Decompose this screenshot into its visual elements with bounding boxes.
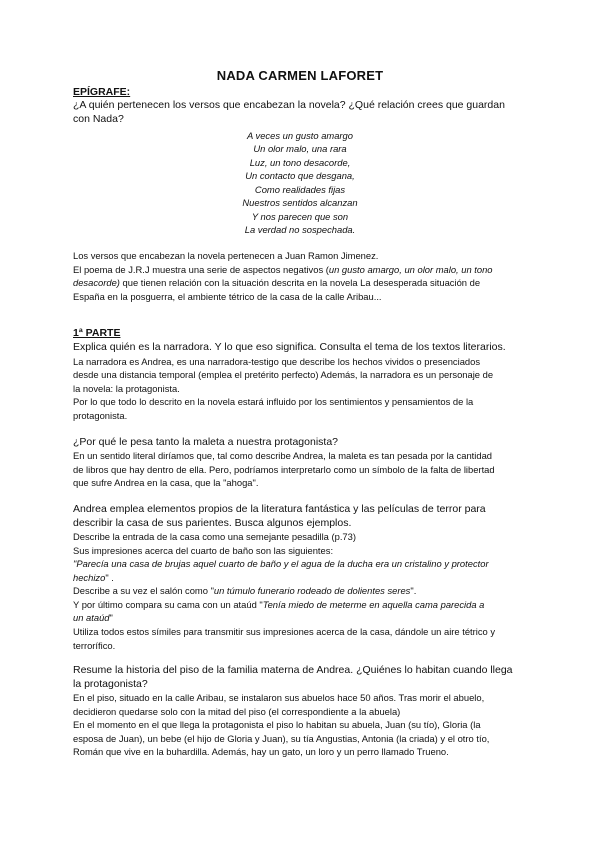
answer-4-line: Román que vive en la buhardilla. Además, hay un gato, un loro y un perro llamado Trueno.: [73, 746, 449, 757]
answer-2-line: de libros que hay dentro de ella. Pero, podríamos interpretarlo como un símbolo de la falta de libertad: [73, 464, 495, 475]
epigrafe-answer-line: desacorde) que tienen relación con la situación descrita en la novela La desesperada situación de: [73, 277, 481, 288]
answer-2-line: En un sentido literal diríamos que, tal como describe Andrea, la maleta es tan pesada por la cantidad: [73, 450, 492, 461]
poem-line: Un olor malo, una rara: [253, 143, 347, 154]
answer-4-line: En el momento en el que llega la protagonista el piso lo habitan su abuela, Juan (su tío), Gloria (la: [73, 719, 481, 730]
answer-3-line: terrorífico.: [73, 640, 116, 651]
poem-line: Luz, un tono desacorde,: [249, 157, 351, 168]
epigrafe-question-line-1: ¿A quién pertenecen los versos que encabezan la novela? ¿Qué relación crees que guardan: [73, 99, 505, 111]
answer-1-line: la novela: la protagonista.: [73, 383, 180, 394]
answer-3-line: Describe a su vez el salón como "un túmulo funerario rodeado de dolientes seres".: [73, 585, 417, 596]
answer-1-line: protagonista.: [73, 410, 128, 421]
poem-line: Como realidades fijas: [254, 184, 346, 195]
question-4-line: Resume la historia del piso de la familia materna de Andrea. ¿Quiénes lo habitan cuando llega: [73, 664, 513, 676]
answer-3-quote-line: hechizo" .: [73, 572, 114, 583]
document-title: NADA CARMEN LAFORET: [216, 68, 384, 83]
answer-1-line: La narradora es Andrea, es una narradora-testigo que describe los hechos vividos o presenciados: [73, 356, 481, 367]
poem-line: Nuestros sentidos alcanzan: [242, 197, 358, 208]
answer-3-line: Y por último compara su cama con un ataúd "Tenía miedo de meterme en aquella cama parecida a: [73, 599, 485, 610]
poem-line: La verdad no sospechada.: [244, 224, 356, 235]
answer-3-quote-line: "Parecía una casa de brujas aquel cuarto de baño y el agua de la ducha era un cristalino y protector: [73, 558, 489, 569]
answer-3-line: Sus impresiones acerca del cuarto de baño son las siguientes:: [73, 545, 334, 556]
epigrafe-question-line-2: con Nada?: [73, 113, 124, 125]
answer-2-line: que sufre Andrea en la casa, que la "ahoga".: [73, 477, 259, 488]
question-1: Explica quién es la narradora. Y lo que eso significa. Consulta el tema de los textos literarios.: [73, 341, 506, 353]
poem-line: Un contacto que desgana,: [245, 170, 355, 181]
answer-3-quote-line: un ataúd": [73, 612, 113, 623]
answer-4-line: decidieron quedarse solo con la mitad del piso (el correspondiente a la abuela): [73, 706, 401, 717]
poem-line: Y nos parecen que son: [251, 211, 349, 222]
question-3-line: describir la casa de sus parientes. Busca algunos ejemplos.: [73, 517, 352, 529]
answer-1-line: Por lo que todo lo descrito en la novela estará influido por los sentimientos y pensamientos de la: [73, 396, 474, 407]
epigrafe-answer-line: El poema de J.R.J muestra una serie de aspectos negativos (un gusto amargo, un olor malo, un tono: [73, 264, 493, 275]
question-3-line: Andrea emplea elementos propios de la literatura fantástica y las películas de terror para: [73, 503, 486, 515]
question-4-line: la protagonista?: [73, 678, 148, 690]
answer-3-line: Describe la entrada de la casa como una semejante pesadilla (p.73): [73, 531, 356, 542]
epigrafe-answer-line: España en la posguerra, el ambiente tétrico de la casa de la calle Aribau...: [73, 291, 382, 302]
answer-4-line: esposa de Juan), un bebe (el hijo de Gloria y Juan), su tía Angustias, Antonia (la criada) y el otro tío,: [73, 733, 490, 744]
answer-4-line: En el piso, situado en la calle Aribau, se instalaron sus abuelos hace 50 años. Tras morir el abuelo,: [73, 692, 485, 703]
epigrafe-answer-line: Los versos que encabezan la novela pertenecen a Juan Ramon Jimenez.: [73, 250, 379, 261]
answer-3-line: Utiliza todos estos símiles para transmitir sus impresiones acerca de la casa, dándole un aire tétrico y: [73, 626, 496, 637]
answer-1-line: desde una distancia temporal (emplea el pretérito perfecto) Además, la narradora es un personaje de: [73, 369, 494, 380]
question-2: ¿Por qué le pesa tanto la maleta a nuestra protagonista?: [73, 436, 339, 448]
epigrafe-heading: EPÍGRAFE:: [73, 86, 131, 98]
parte1-heading: 1ª PARTE: [73, 327, 121, 339]
poem-line: A veces un gusto amargo: [247, 130, 353, 141]
